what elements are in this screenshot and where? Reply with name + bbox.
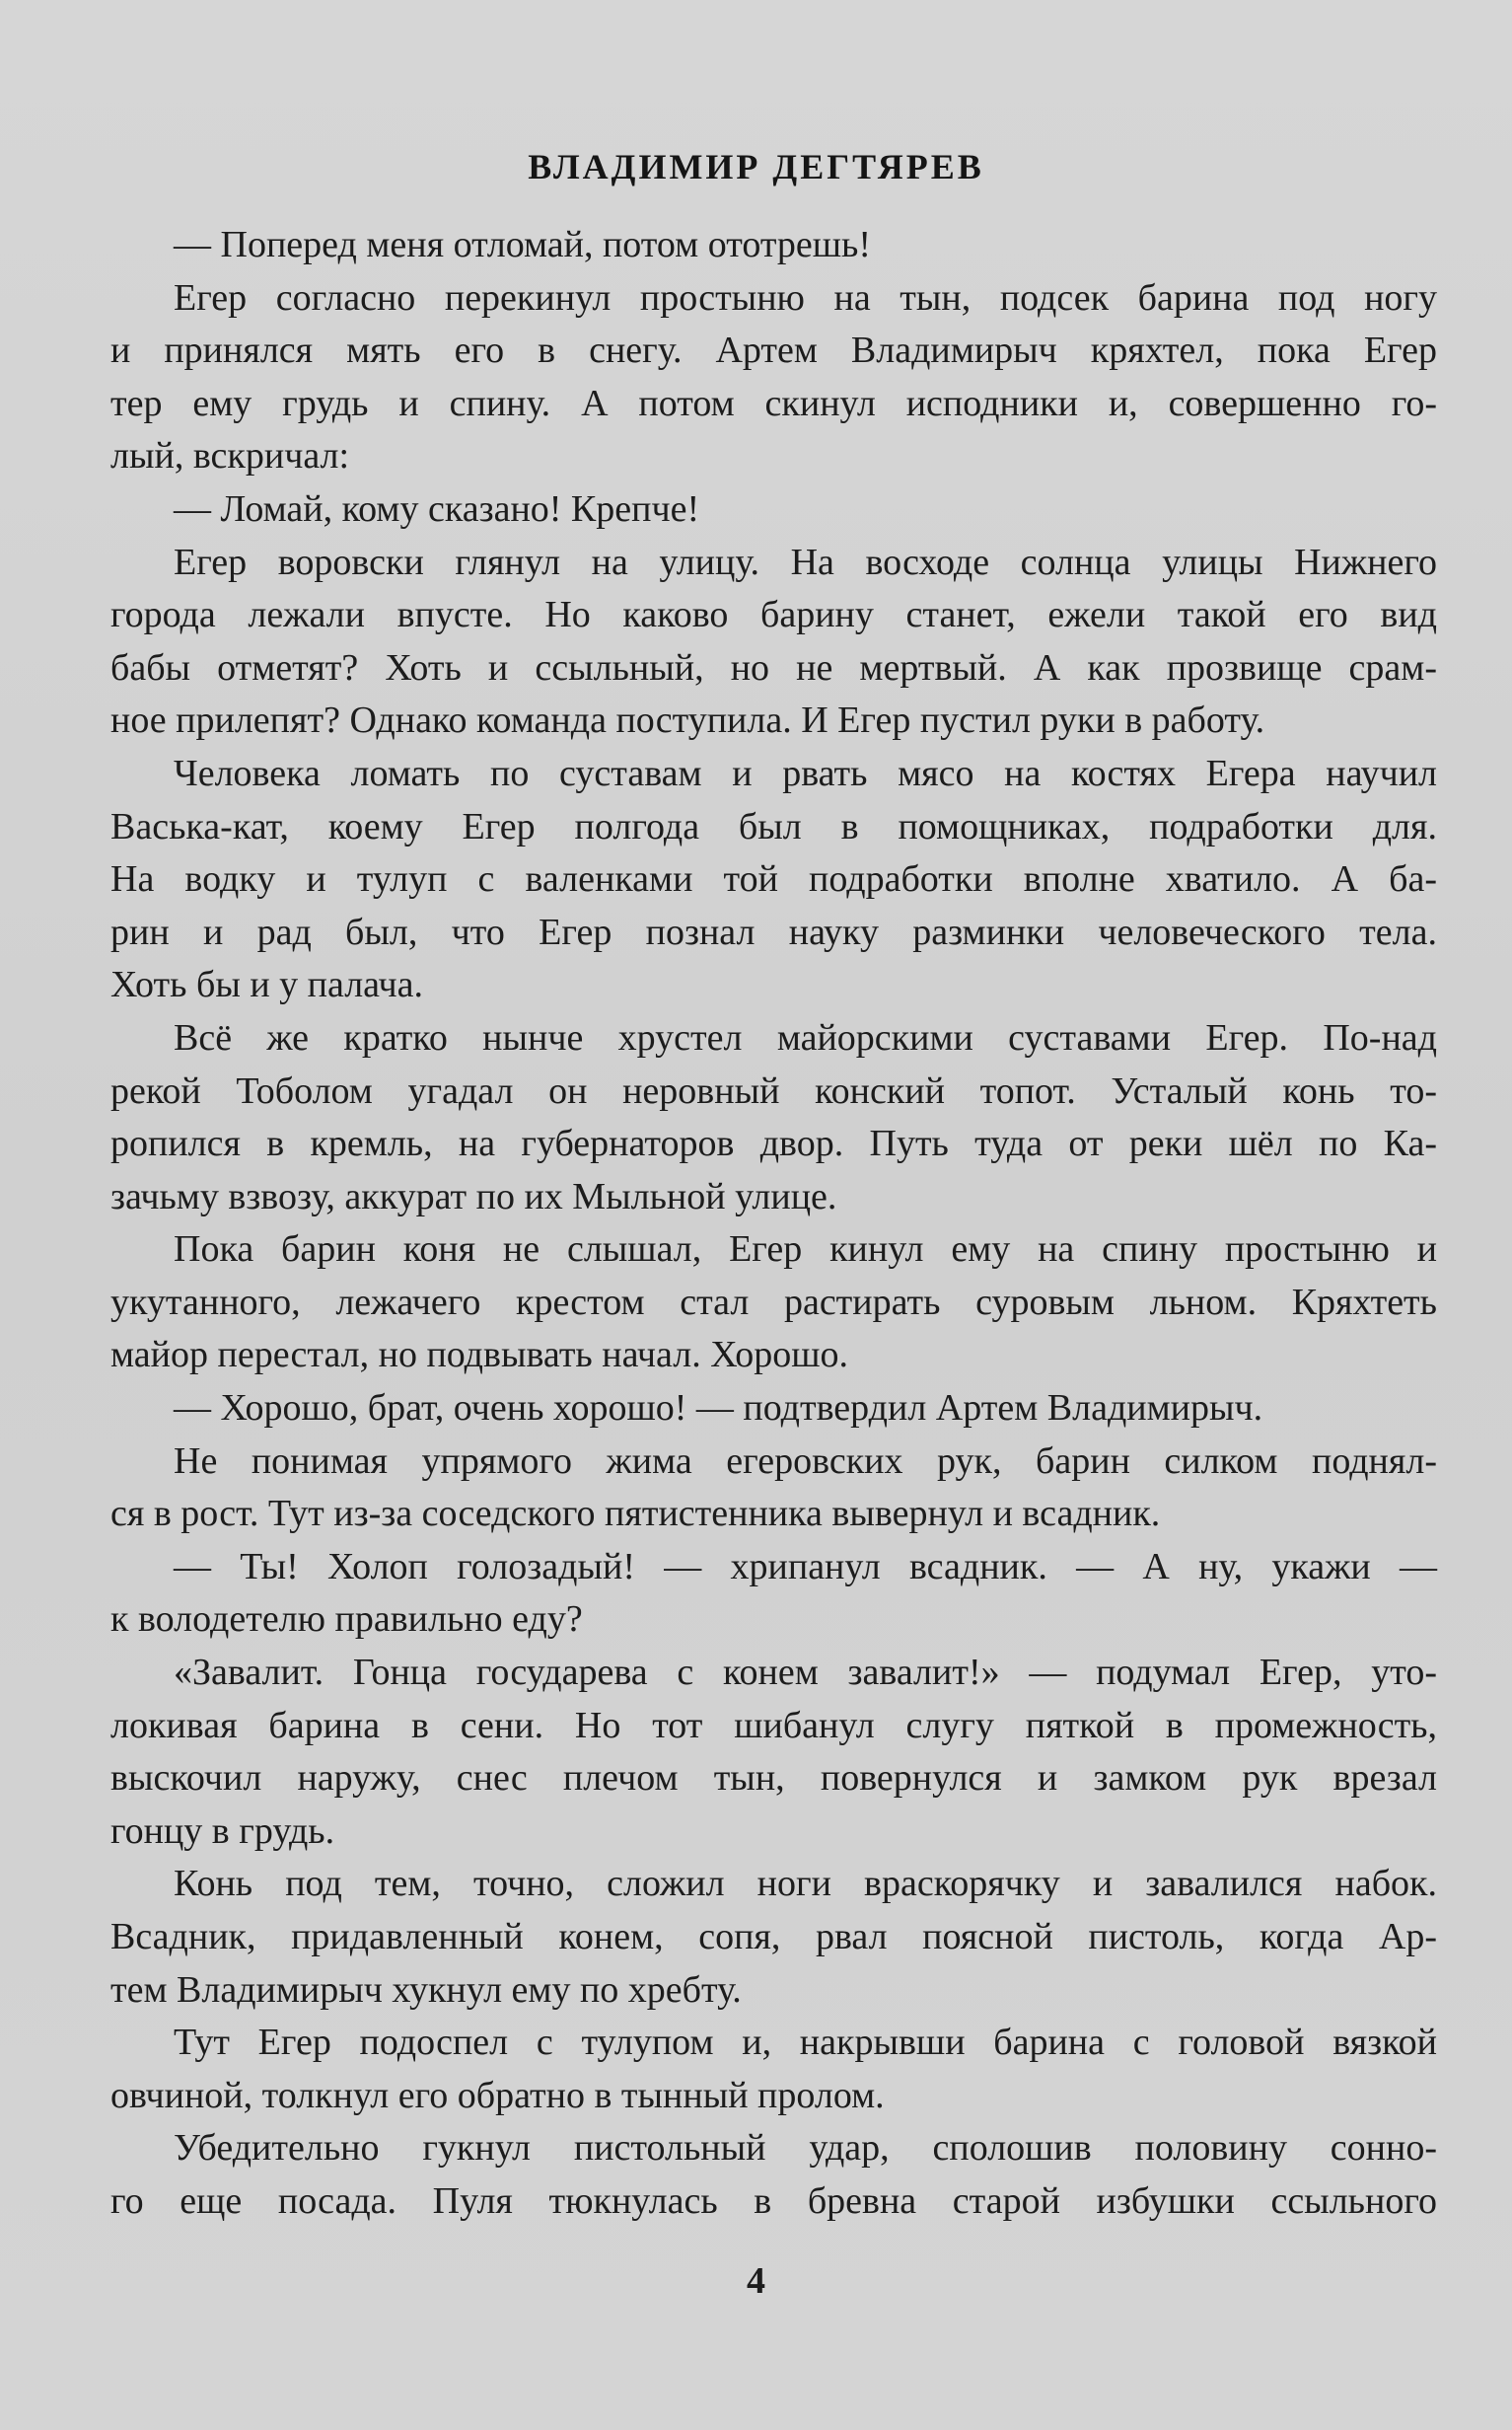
text-line: Тут Егер подоспел с тулупом и, накрывши барина с головой вязкой xyxy=(174,2022,1437,2064)
text-line: — Хорошо, брат, очень хорошо! — подтвердил Артем Владимирыч. xyxy=(174,1387,1263,1430)
text-line: гонцу в грудь. xyxy=(110,1809,335,1852)
text-line: рин и рад был, что Егер познал науку разминки человеческого тела. xyxy=(110,911,1437,953)
text-line: Егер воровски глянул на улицу. На восходе солнца улицы Нижнего xyxy=(174,541,1437,583)
text-line: Пока барин коня не слышал, Егер кинул ему на спину простыню и xyxy=(174,1228,1437,1271)
text-line: овчиной, толкнул его обратно в тынный пролом. xyxy=(110,2074,885,2116)
text-line: Васька-кат, коему Егер полгода был в помощниках, подработки для. xyxy=(110,805,1437,847)
text-line: выскочил наружу, снес плечом тын, повернулся и замком рук врезал xyxy=(110,1757,1437,1800)
text-line: ся в рост. Тут из-за соседского пятистенника вывернул и всадник. xyxy=(110,1493,1161,1535)
body-text xyxy=(110,219,1437,2229)
text-line: «Завалит. Гонца государева с конем завалит!» — подумал Егер, уто- xyxy=(174,1652,1437,1694)
text-line: Всадник, придавленный конем, сопя, рвал поясной пистоль, когда Ар- xyxy=(110,1916,1437,1957)
text-line: лый, вскричал: xyxy=(110,435,350,478)
text-line: ное прилепят? Однако команда поступила. И Егер пустил руки в работу. xyxy=(110,700,1265,742)
text-line: Человека ломать по суставам и рвать мясо на костях Егера научил xyxy=(174,752,1437,794)
text-line: На водку и тулуп с валенками той подработки вполне хватило. А ба- xyxy=(110,858,1437,901)
text-line: рекой Тоболом угадал он неровный конский топот. Усталый конь то- xyxy=(110,1069,1437,1112)
text-line: Конь под тем, точно, сложил ноги враскорячку и завалился набок. xyxy=(174,1863,1437,1905)
text-line: локивая барина в сени. Но тот шибанул слугу пяткой в промежность, xyxy=(110,1704,1437,1746)
text-line: города лежали впусте. Но каково барину станет, ежели такой его вид xyxy=(110,594,1437,636)
text-line: ропился в кремль, на губернаторов двор. Путь туда от реки шёл по Ка- xyxy=(110,1123,1437,1165)
text-line: — Ломай, кому сказано! Крепче! xyxy=(174,487,700,530)
text-line: Не понимая упрямого жима егеровских рук, барин силком поднял- xyxy=(174,1439,1437,1482)
text-line: го еще посада. Пуля тюкнулась в бревна старой избушки ссыльного xyxy=(110,2179,1437,2222)
text-line: и принялся мять его в снегу. Артем Владимирыч кряхтел, пока Егер xyxy=(110,330,1437,372)
text-line: тер ему грудь и спину. А потом скинул исподники и, совершенно го- xyxy=(110,382,1437,424)
text-line: к володетелю правильно еду? xyxy=(110,1598,583,1641)
text-line: тем Владимирыч хукнул ему по хребту. xyxy=(110,1968,742,2011)
text-line: майор перестал, но подвывать начал. Хорошо. xyxy=(110,1334,849,1376)
text-line: — Ты! Холоп голозадый! — хрипанул всадник. — А ну, укажи — xyxy=(174,1545,1437,1587)
text-line: Хоть бы и у палача. xyxy=(110,964,424,1006)
text-line: бабы отметят? Хоть и ссыльный, но не мертвый. А как прозвище срам- xyxy=(110,646,1437,689)
running-header: ВЛАДИМИР ДЕГТЯРЕВ xyxy=(528,147,984,186)
text-line: Егер согласно перекинул простыню на тын, подсек барина под ногу xyxy=(174,276,1437,319)
text-line: — Поперед меня отломай, потом ототрешь! xyxy=(174,224,872,265)
text-line: зачьму взвозу, аккурат по их Мыльной улице. xyxy=(110,1175,837,1217)
page-number: 4 xyxy=(747,2260,765,2302)
text-line: укутанного, лежачего крестом стал растирать суровым льном. Кряхтеть xyxy=(110,1281,1437,1323)
text-line: Всё же кратко нынче хрустел майорскими суставами Егер. По-над xyxy=(174,1016,1437,1059)
text-line: Убедительно гукнул пистольный удар, сполошив половину сонно- xyxy=(174,2127,1437,2170)
